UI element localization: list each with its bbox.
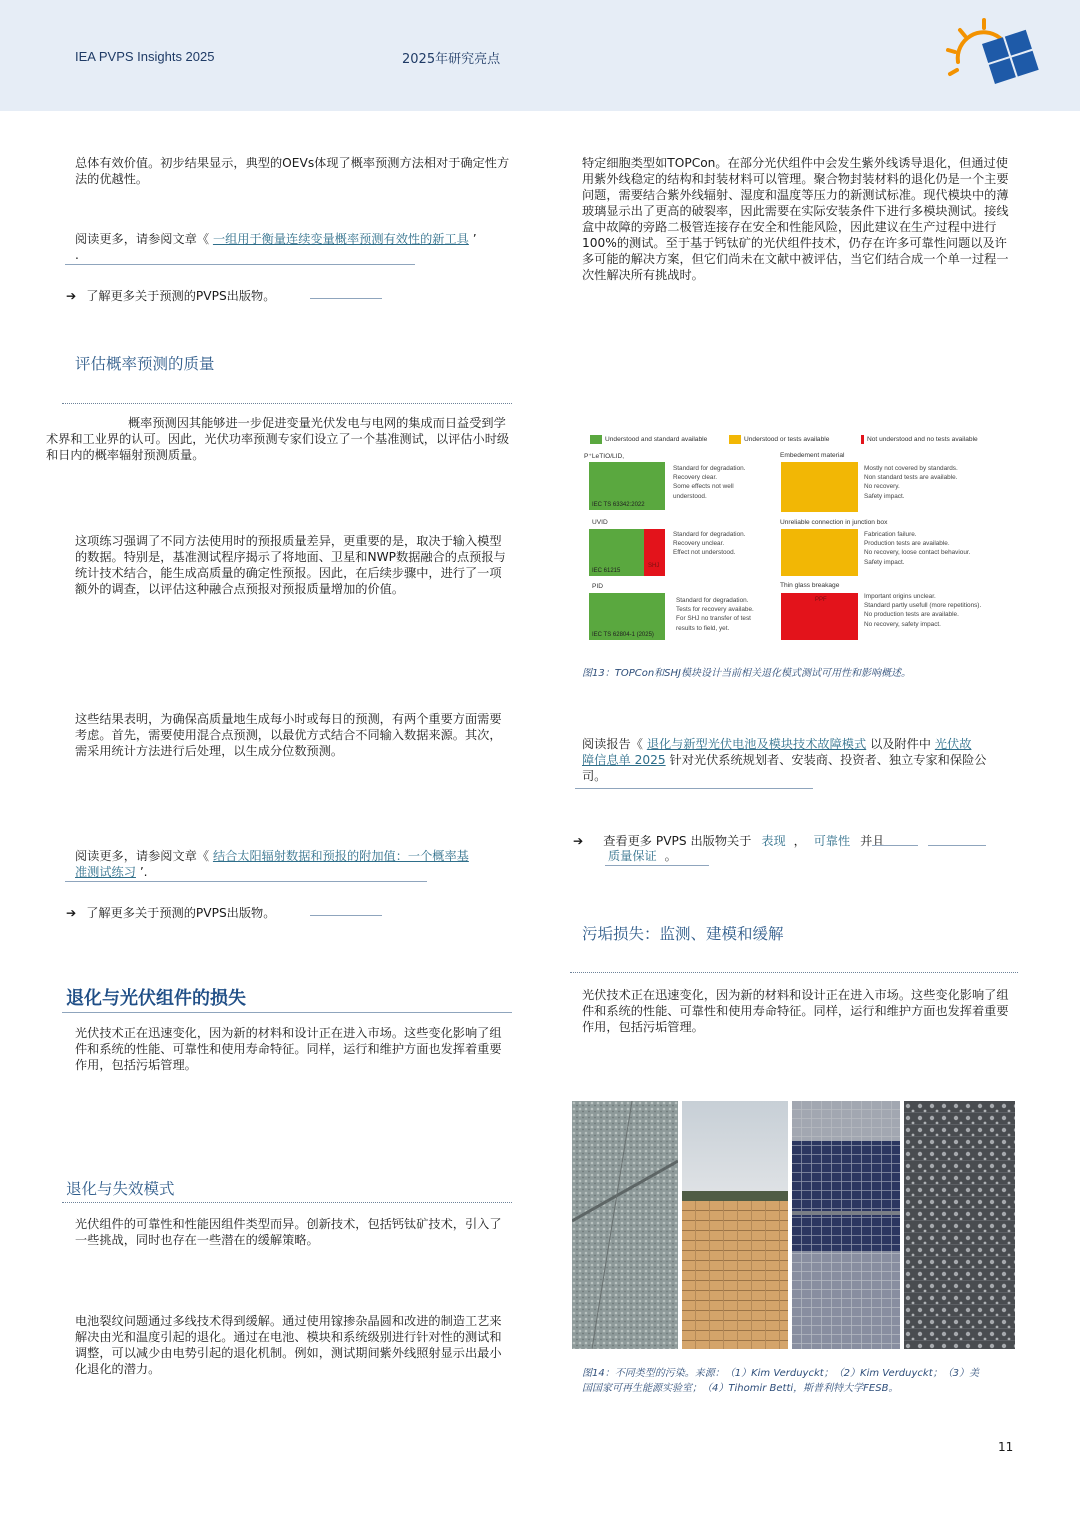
panel-label: Unreliable connection in junction box [780,519,888,526]
panel-label: PID [592,583,603,590]
note-line: Mostly not covered by standards. [864,465,958,472]
legend-swatch [729,435,741,444]
left-paragraph-1: 总体有效价值。初步结果显示，典型的OEVs体现了概率预测方法相对于确定性方法的优越性。 [75,156,510,186]
right-paragraph-1: 特定细胞类型如TOPCon。在部分光伏组件中会发生紫外线诱导退化，但通过使用紫外线稳定的结构和封装材料可以管理。聚合物封装材料的退化仍是一个主要问题，需要结合紫外线辐射、湿度和温度等压力的新测试标准。现代模块中的薄玻璃显示出了更高的破裂率，因此需要在实际安装条件下进行多模块测试。接线盒中故障的旁路二极管连接存在安全和性能风险，因此建议在生产过程中进行100%的测试。至于基于钙钛矿的光伏组件技术，仍存在许多可靠性问题以及许多可能的解决方案，但它们尚未在文献中被评估，当它们结合成一个单一过程一次性解决所有挑战时。 [582,156,1009,282]
ppf-tag: PPF [815,597,827,603]
and-text: 并且 [860,834,885,848]
read-report-rest: 针对光伏系统规划者、安装商、投资者、独立专家和保险公 [669,753,987,767]
note-line: No recovery, loose contact behaviour. [864,549,971,557]
note-line: Tests for recovery availabe. [676,606,754,614]
note-line: Standard for degradation. [673,465,746,472]
note-line: For SHJ no transfer of test [676,615,751,623]
read-report-prefix: 阅读报告《 [582,737,643,751]
read-more-tail: . [75,248,79,262]
panel-notes [676,596,776,633]
status-box-green [589,529,644,576]
note-line: Standard for degradation. [676,597,749,604]
status-box-red [644,529,665,576]
panel-notes [673,464,773,501]
note-line: Important origins unclear. [864,593,936,600]
note-line: No recovery. [864,483,900,491]
divider [575,788,813,789]
panel-label: Thin glass breakage [780,582,840,589]
legend-swatch [590,435,602,444]
read-report-line-1 [582,736,1022,752]
caption-line: 图14：不同类型的污染。来源：（1）Kim Verduyckt；（2）Kim Verduyckt；（3）美 [582,1368,979,1379]
divider [65,881,427,882]
arrow-right-icon: ➔ [66,289,77,303]
legend-item-green [590,435,707,444]
read-more-article-2-line2 [75,864,148,880]
legend-label: Understood and standard available [605,436,708,443]
left-paragraph-4: 这些结果表明，为确保高质量地生成每小时或每日的预测，有两个重要方面需要考虑。首先，需要使用混合点预测，以最优方式结合不同输入数据来源。其次，需采用统计方法进行后处理，以生成分位数预测。 [75,712,502,758]
panel-label: Embedement material [780,452,845,459]
link-underline [310,298,382,299]
panel-notes [673,530,773,558]
section-divider [62,1012,512,1013]
more-link-text: 了解更多关于预测的PVPS出版物。 [86,906,276,920]
note-line: Production tests are available. [864,540,950,548]
figure-13-degradation-test-overview [584,433,1016,643]
read-report-tail: 司。 [582,769,607,783]
note-line: Non standard tests are available. [864,474,958,482]
quality-assurance-link[interactable]: 质量保证 [608,849,657,863]
section-heading-failure-modes: 退化与失效模式 [66,1180,175,1198]
status-box-red [781,593,858,640]
soiling-photo-4 [904,1101,1015,1349]
section-heading-soiling: 污垢损失：监测、建模和缓解 [582,925,784,943]
note-line: No recovery, safety impact. [864,620,941,628]
factsheet-link[interactable]: 光伏故 [934,737,972,751]
read-more-prefix: 阅读更多，请参阅文章《 [75,232,210,246]
performance-link[interactable]: 表现 [761,834,786,848]
note-line: results to field, yet. [676,624,730,632]
link-underline [872,845,918,846]
reliability-link[interactable]: 可靠性 [813,834,851,848]
brand-title: IEA PVPS Insights 2025 [75,49,215,64]
factsheet-link-cont[interactable]: 障信息单 2025 [582,753,666,767]
note-line: Some effects not well [673,483,734,491]
note-line: Safety impact. [864,492,905,500]
figure-14-caption [582,1366,1002,1396]
section-divider [62,1202,512,1203]
read-more-prefix: 阅读更多，请参阅文章《 [75,849,210,863]
article-link-probabilistic-tools[interactable]: 一组用于衡量连续变量概率预测有效性的新工具 [212,232,469,246]
more-link-text: 了解更多关于预测的PVPS出版物。 [86,289,276,303]
section-divider [570,972,1018,973]
legend-label: Not understood and no tests available [867,436,978,443]
sun-solar-panel-logo-icon [944,18,1040,102]
period: 。 [664,849,677,863]
separator: ， [793,834,806,848]
panel-notes [864,530,1014,567]
note-line: Recovery clear. [673,474,718,482]
caption-line: 国国家可再生能源实验室；（4）Tihomir Betti，斯普利特大学FESB。 [582,1383,899,1394]
arrow-right-icon: ➔ [66,906,77,920]
link-underline [605,865,709,866]
left-paragraph-3: 这项练习强调了不同方法使用时的预报质量差异，更重要的是，取决于输入模型的数据。特别是，基准测试程序揭示了将地面、卫星和NWP数据融合的点预报与统计技术结合，能生成高质量的确定性预报。因此，在后续步骤中，进行了一项额外的调查，以评估这种融合点预报对预报质量增加的价值。 [75,534,506,596]
standard-label: IEC TS 63342:2022 [592,502,645,508]
standard-label: IEC 61215 [592,568,621,574]
soiling-photo-1 [572,1101,678,1349]
note-line: understood. [673,492,707,500]
read-more-suffix: ’. [139,865,148,879]
arrow-right-icon: ➔ [573,834,584,848]
more-publications-line [573,832,884,849]
legend-item-yellow [729,435,829,444]
legend-item-red [861,435,978,444]
legend-label: Understood or tests available [744,436,830,443]
soiling-photo-2 [682,1101,788,1349]
figure-13-caption: 图13：TOPCon和SHJ模块设计当前相关退化模式测试可用性和影响概述。 [582,668,911,679]
link-underline [928,845,986,846]
note-line: Fabrication failure. [864,531,917,538]
left-paragraph-5: 光伏技术正在迅速变化，因为新的材料和设计正在进入市场。这些变化影响了组件和系统的性能、可靠性和使用寿命特征。同样，运行和维护方面也发挥着重要作用，包括污垢管理。 [75,1026,502,1072]
section-divider [62,403,512,404]
status-box-green [589,462,665,510]
note-line: Safety impact. [864,558,905,566]
panel-label: P⁺LeTIO/LID, [584,453,625,460]
read-more-article-1 [75,231,515,247]
soiling-photo-3 [792,1101,900,1349]
note-line: Recovery unclear. [673,540,725,548]
left-paragraph-6: 光伏组件的可靠性和性能因组件类型而异。创新技术，包括钙钛矿技术，引入了一些挑战，同时也存在一些潜在的缓解策略。 [75,1217,502,1247]
status-box-green [589,593,665,640]
note-line: Standard for degradation. [673,531,746,538]
section-heading-quality: 评估概率预测的质量 [75,355,215,373]
shj-tag: SHJ [648,563,660,569]
page-header [0,0,1080,111]
read-more-article-2 [75,848,515,864]
more-publications-line-2 [608,848,677,864]
left-paragraph-2: 概率预测因其能够进一步促进变量光伏发电与电网的集成而日益受到学术界和工业界的认可。因此，光伏功率预测专家们设立了一个基准测试，以评估小时级和日内的概率辐射预测质量。 [46,416,510,462]
more-forecast-publications-2[interactable] [66,904,275,921]
panel-notes [864,464,1014,501]
note-line: Standard partly usefull (more repetitions). [864,602,982,610]
note-line: No production tests are available. [864,611,959,619]
panel-label: UVID [592,519,608,526]
page-number: 11 [998,1440,1014,1454]
report-link-failure-modes[interactable]: 退化与新型光伏电池及模块技术故障模式 [646,737,867,751]
read-report-line-2 [582,752,1022,768]
article-link-added-value-cont[interactable]: 准测试练习 [75,865,136,879]
status-box-yellow [781,529,858,576]
read-more-suffix: ’ [472,232,477,246]
more-prefix: 查看更多 PVPS 出版物关于 [603,834,752,848]
left-paragraph-7: 电池裂纹问题通过多线技术得到缓解。通过使用镓掺杂晶圆和改进的制造工艺来解决由光和温度引起的退化。通过在电池、模块和系统级别进行针对性的测试和调整，可以减少由电势引起的退化机制。例如，测试期间紫外线照射显示出最小化退化的潜力。 [75,1314,502,1376]
panel-notes [864,592,1014,629]
divider [65,264,415,265]
note-line: Effect not understood. [673,549,736,557]
read-report-mid: 以及附件中 [870,737,931,751]
article-link-added-value[interactable]: 结合太阳辐射数据和预报的附加值：一个概率基 [212,849,469,863]
right-paragraph-2: 光伏技术正在迅速变化，因为新的材料和设计正在进入市场。这些变化影响了组件和系统的性能、可靠性和使用寿命特征。同样，运行和维护方面也发挥着重要作用，包括污垢管理。 [582,988,1009,1034]
status-box-yellow [781,462,858,512]
standard-label: IEC TS 62804-1 (2025) [592,632,654,638]
header-title: 2025年研究亮点 [402,52,501,67]
legend-swatch [861,435,864,444]
link-underline [310,915,382,916]
section-heading-degradation: 退化与光伏组件的损失 [66,988,246,1009]
more-forecast-publications-1[interactable] [66,287,275,304]
figure-legend [584,433,1016,447]
